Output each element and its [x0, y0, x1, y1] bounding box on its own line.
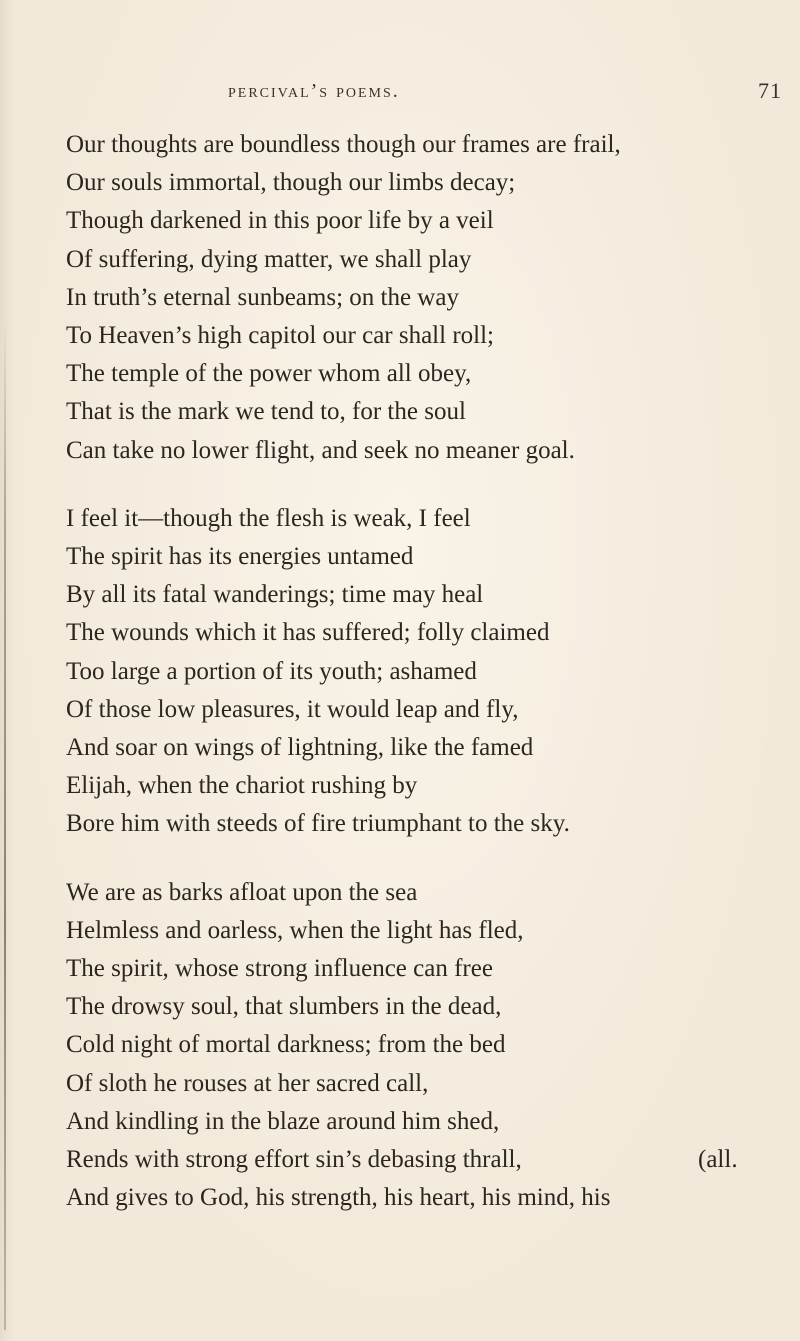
binding-edge-shadow: [4, 320, 6, 1330]
page-number: 71: [758, 78, 782, 103]
poem-line: We are as barks afloat upon the sea: [66, 878, 418, 906]
poem-line-with-turnover: [66, 1141, 786, 1179]
poem-line: Of those low pleasures, it would leap and fly,: [66, 695, 519, 723]
poem-line: Cold night of mortal darkness; from the bed: [66, 1031, 506, 1059]
poem-line: Bore him with steeds of fire triumphant to the sky.: [66, 810, 570, 838]
turnover-word: (all.: [698, 1146, 738, 1174]
poem-line: By all its fatal wanderings; time may heal: [66, 581, 484, 609]
poem-line: Elijah, when the chariot rushing by: [66, 772, 418, 800]
poem-line: And soar on wings of lightning, like the famed: [66, 734, 534, 762]
poem-line: Of suffering, dying matter, we shall play: [66, 245, 472, 273]
poem-line: That is the mark we tend to, for the soul: [66, 398, 466, 426]
poem-line: Too large a portion of its youth; ashamed: [66, 657, 477, 685]
poem-line: Helmless and oarless, when the light has fled,: [66, 916, 524, 944]
poem-line: The drowsy soul, that slumbers in the dead,: [66, 993, 502, 1021]
poem-line: The spirit, whose strong influence can free: [66, 955, 493, 983]
poem-line: The spirit has its energies untamed: [66, 543, 414, 571]
poem-line: The temple of the power whom all obey,: [66, 360, 472, 388]
poem-line: And kindling in the blaze around him shed,: [66, 1107, 500, 1135]
poem-line: Can take no lower flight, and seek no meaner goal.: [66, 436, 575, 464]
stanza-1: [66, 126, 786, 470]
running-title: percival’s poems.: [228, 80, 400, 102]
poem-line: Of sloth he rouses at her sacred call,: [66, 1069, 429, 1097]
poem-line-text: Rends with strong effort sin’s debasing thrall,: [66, 1146, 522, 1174]
poem-line: In truth’s eternal sunbeams; on the way: [66, 283, 459, 311]
poem-line: Our souls immortal, though our limbs decay;: [66, 169, 516, 197]
stanza-2: [66, 500, 786, 844]
poem-line: Though darkened in this poor life by a veil: [66, 207, 494, 235]
stanza-3: [66, 874, 786, 1218]
poem-line: I feel it—though the flesh is weak, I feel: [66, 504, 471, 532]
poem-line: The wounds which it has suffered; folly claimed: [66, 619, 550, 647]
poem-line: And gives to God, his strength, his heart, his mind, his: [66, 1184, 611, 1212]
poem-body: [66, 126, 786, 1217]
poem-line: To Heaven’s high capitol our car shall roll;: [66, 322, 494, 350]
running-head: [0, 74, 800, 110]
poem-line: Our thoughts are boundless though our frames are frail,: [66, 131, 621, 158]
